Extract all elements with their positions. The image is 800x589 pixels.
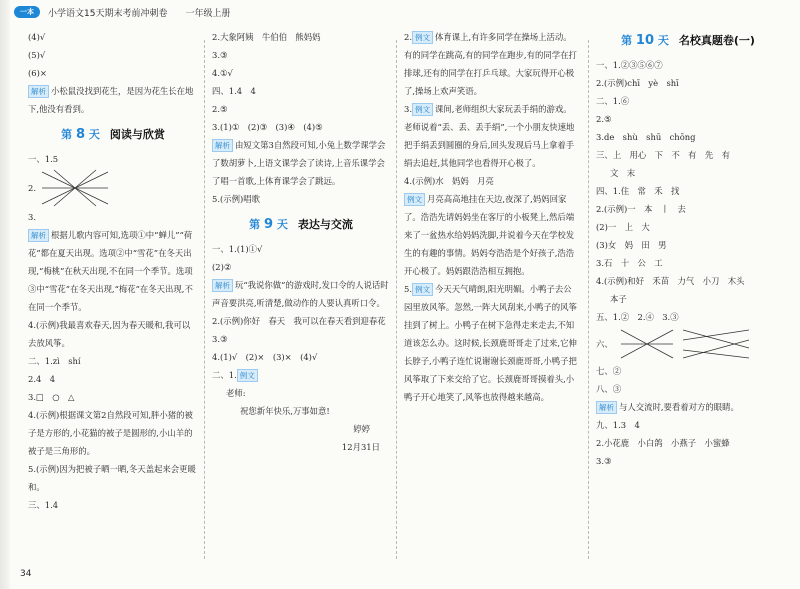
answer-line: 3. bbox=[28, 212, 36, 222]
example-tag: 例文 bbox=[412, 31, 433, 44]
answer-line: 2.⑤ bbox=[596, 114, 612, 124]
example-block bbox=[404, 100, 580, 172]
analysis-text: 根据儿歌内容可知,选项①中“蝉儿”“荷花”都在夏天出现。选项②中“雪花”在冬天出现,“梅桃”在秋天出现,不在同一个季节。选项③中“雪花”在冬天出现,“梅花”在冬天出现,不在同一个季节。 bbox=[28, 230, 193, 312]
day-prefix: 第 bbox=[249, 218, 261, 231]
answer-line: (2)② bbox=[212, 262, 232, 272]
day-suffix: 天 bbox=[276, 218, 288, 231]
answer-line: 一、1.(1)①√ bbox=[212, 244, 263, 254]
crossing-lines-diagram bbox=[40, 168, 110, 208]
section-heading-day9 bbox=[212, 216, 390, 234]
answer-line: 2.小花鹿 小白鸽 小燕子 小蜜蜂 bbox=[596, 438, 730, 448]
example-tag: 例文 bbox=[412, 283, 433, 296]
example-tag: 例文 bbox=[404, 193, 425, 206]
page-header bbox=[14, 4, 230, 20]
section-heading-day8 bbox=[28, 126, 198, 144]
answer-line: 八、③ bbox=[596, 384, 622, 394]
section-title: 阅读与欣赏 bbox=[109, 128, 165, 141]
answer-line: 四、1.4 4 bbox=[212, 86, 256, 96]
answer-line: (6)× bbox=[28, 68, 47, 78]
letter-date: 12月31日 bbox=[341, 442, 380, 452]
letter-body: 祝您新年快乐,万事如意! bbox=[240, 406, 330, 416]
day-suffix: 天 bbox=[657, 34, 669, 47]
day-number: 8 bbox=[75, 127, 86, 142]
analysis-text: 小松鼠没找到花生，是因为花生长在地下,他没有看到。 bbox=[28, 86, 194, 114]
answer-line: 3.□ ○ △ bbox=[28, 392, 75, 402]
column-3 bbox=[404, 28, 580, 561]
answer-line: 4.(示例)我最喜欢春天,因为春天暖和,我可以去放风筝。 bbox=[28, 320, 191, 348]
answer-line: 2.大象阿姨 牛伯伯 熊妈妈 bbox=[212, 32, 321, 42]
analysis-block bbox=[28, 82, 198, 118]
day-number: 10 bbox=[635, 33, 655, 48]
answer-number: 2. bbox=[28, 183, 36, 193]
example-block bbox=[404, 190, 580, 280]
matching-answer bbox=[28, 168, 198, 208]
example-tag: 例文 bbox=[237, 369, 258, 382]
letter-signature: 婷婷 bbox=[353, 424, 370, 434]
answer-line: 三、上 用心 下 不 有 先 有 bbox=[596, 150, 730, 160]
analysis-text: 玩“我说你做”的游戏时,发口令的人说话时声音要洪亮,听清楚,做动作的人要认真听口令。 bbox=[212, 280, 389, 308]
answer-line: 4.(1)√ (2)× (3)× (4)√ bbox=[212, 352, 318, 362]
answer-line: 3.(1)① (2)③ (3)④ (4)⑤ bbox=[212, 122, 323, 132]
column-1 bbox=[28, 28, 198, 561]
answer-number: 3. bbox=[404, 104, 412, 114]
page-number: 34 bbox=[20, 569, 32, 579]
answer-line: 5.(示例)因为把被子晒一晒,冬天盖起来会更暖和。 bbox=[28, 464, 196, 492]
answer-line: 本子 bbox=[610, 294, 627, 304]
answer-line: (5)√ bbox=[28, 50, 46, 60]
answer-line: (4)√ bbox=[28, 32, 46, 42]
answer-line bbox=[212, 366, 390, 384]
analysis-block bbox=[28, 226, 198, 316]
answer-line: 4.①√ bbox=[212, 68, 233, 78]
answer-line: 2.⑤ bbox=[212, 104, 228, 114]
answer-line: 文 末 bbox=[610, 168, 636, 178]
answer-line: 5.(示例)唱歌 bbox=[212, 194, 261, 204]
column-divider bbox=[204, 40, 205, 559]
day-prefix: 第 bbox=[621, 34, 633, 47]
answer-line: 2.4 4 bbox=[28, 374, 56, 384]
answer-line: 一、1.②③⑤⑥⑦ bbox=[596, 60, 663, 70]
answer-line: 3.③ bbox=[212, 50, 228, 60]
answer-line: 3.③ bbox=[596, 456, 612, 466]
analysis-text: 由短文第3自然段可知,小兔上数学课学会了数胡萝卜,上语文课学会了读诗,上音乐课学会了唱一首歌,上体育课学会了跳远。 bbox=[212, 140, 386, 186]
answer-number: 5. bbox=[404, 284, 412, 294]
answer-line: 4.(示例)水 妈妈 月亮 bbox=[404, 176, 494, 186]
analysis-tag: 解析 bbox=[212, 139, 233, 152]
section-title: 名校真题卷(一) bbox=[678, 34, 755, 47]
answer-line: 4.(示例)和好 禾苗 力气 小刀 木头 bbox=[596, 276, 745, 286]
column-divider bbox=[588, 40, 589, 559]
answer-line: 3.石 十 公 工 bbox=[596, 258, 663, 268]
matching-answer bbox=[596, 326, 780, 362]
brand-logo: 一本 bbox=[14, 6, 40, 18]
answer-line: 3.de shù shū chōng bbox=[596, 132, 696, 142]
answer-line: 一、1.5 bbox=[28, 154, 59, 164]
grade-label: 一年级上册 bbox=[185, 8, 231, 19]
example-block bbox=[404, 28, 580, 100]
answer-line: 七、② bbox=[596, 366, 622, 376]
analysis-block bbox=[596, 398, 780, 416]
column-4 bbox=[596, 28, 780, 561]
answer-line: (3)女 妈 田 男 bbox=[596, 240, 667, 250]
answer-line: 九、1.3 4 bbox=[596, 420, 640, 430]
example-text: 月亮高高地挂在天边,夜深了,妈妈回家了。浩浩先请妈妈坐在客厅的小板凳上,然后端来了一盆热水给妈妈洗脚,并说着今天在学校发生的有趣的事情。妈妈夸浩浩是个好孩子,浩浩开心极了。妈妈跟浩浩相互拥抱。 bbox=[404, 194, 575, 276]
day-suffix: 天 bbox=[88, 128, 100, 141]
answer-line: 2.(示例)chī yè shī bbox=[596, 78, 679, 88]
answer-number: 2. bbox=[404, 32, 412, 42]
example-text: 今天天气晴朗,阳光明媚。小鸭子去公园里放风筝。忽然,一阵大风刮来,小鸭子的风筝挂到了树上。小鸭子在树下急得走来走去,不知道该怎么办。这时候,长颈鹿哥哥走了过来,它伸长脖子,小鸭子连忙说谢谢长颈鹿哥哥,小鸭子把风筝取了下来交给了它。长颈鹿哥哥摸着头,小鸭子开心地笑了,风筝也放得越来越高。 bbox=[404, 284, 577, 402]
page-edge bbox=[0, 0, 10, 589]
matching-lines-diagram-a bbox=[619, 326, 675, 362]
analysis-tag: 解析 bbox=[28, 229, 49, 242]
example-text: 体育课上,有许多同学在操场上活动。有的同学在跳高,有的同学在跑步,有的同学在打排球,还有的同学在打乒乓球。大家玩得开心极了,操场上欢声笑语。 bbox=[404, 32, 577, 96]
answer-number: 二、1. bbox=[212, 370, 237, 380]
section-title: 表达与交流 bbox=[297, 218, 353, 231]
analysis-block bbox=[212, 276, 390, 312]
matching-lines-diagram-b bbox=[681, 326, 751, 362]
day-number: 9 bbox=[263, 217, 274, 232]
book-title: 小学语文15天期末考前冲刺卷 bbox=[48, 8, 168, 19]
day-prefix: 第 bbox=[61, 128, 73, 141]
column-divider bbox=[396, 40, 397, 559]
answer-line: 2.(示例)一 本 丨 去 bbox=[596, 204, 686, 214]
answer-line: 4.(示例)根据课文第2自然段可知,胖小猪的被子是方形的,小花猫的被子是圆形的,小山羊的被子是三角形的。 bbox=[28, 410, 193, 456]
letter-greeting: 老师: bbox=[226, 388, 246, 398]
column-2 bbox=[212, 28, 390, 561]
analysis-block bbox=[212, 136, 390, 190]
answer-line: 3.③ bbox=[212, 334, 228, 344]
section-heading-day10 bbox=[596, 32, 780, 50]
answer-number: 六、 bbox=[596, 339, 613, 349]
example-tag: 例文 bbox=[412, 103, 433, 116]
analysis-tag: 解析 bbox=[212, 279, 233, 292]
answer-line: 三、1.4 bbox=[28, 500, 59, 510]
answer-line: (2)一 上 大 bbox=[596, 222, 650, 232]
answer-line: 2.(示例)你好 春天 我可以在春天看到迎春花 bbox=[212, 316, 386, 326]
answer-line: 二、1.⑥ bbox=[596, 96, 630, 106]
answer-line: 四、1.住 常 禾 找 bbox=[596, 186, 680, 196]
example-block bbox=[404, 280, 580, 406]
example-text: 课间,老师组织大家玩丢手绢的游戏。老师说着“丢、丢、丢手绢”,一个小朋友快速地把手绢丢到圆圈的身后,回头发现后马上拿着手绢去追赶,其他同学也看得开心极了。 bbox=[404, 104, 575, 168]
analysis-tag: 解析 bbox=[28, 85, 49, 98]
analysis-tag: 解析 bbox=[596, 401, 617, 414]
answer-line: 五、1.② 2.④ 3.③ bbox=[596, 312, 679, 322]
analysis-text: 与人交流时,要看着对方的眼睛。 bbox=[619, 402, 739, 412]
answer-line: 二、1.zì shí bbox=[28, 356, 81, 366]
